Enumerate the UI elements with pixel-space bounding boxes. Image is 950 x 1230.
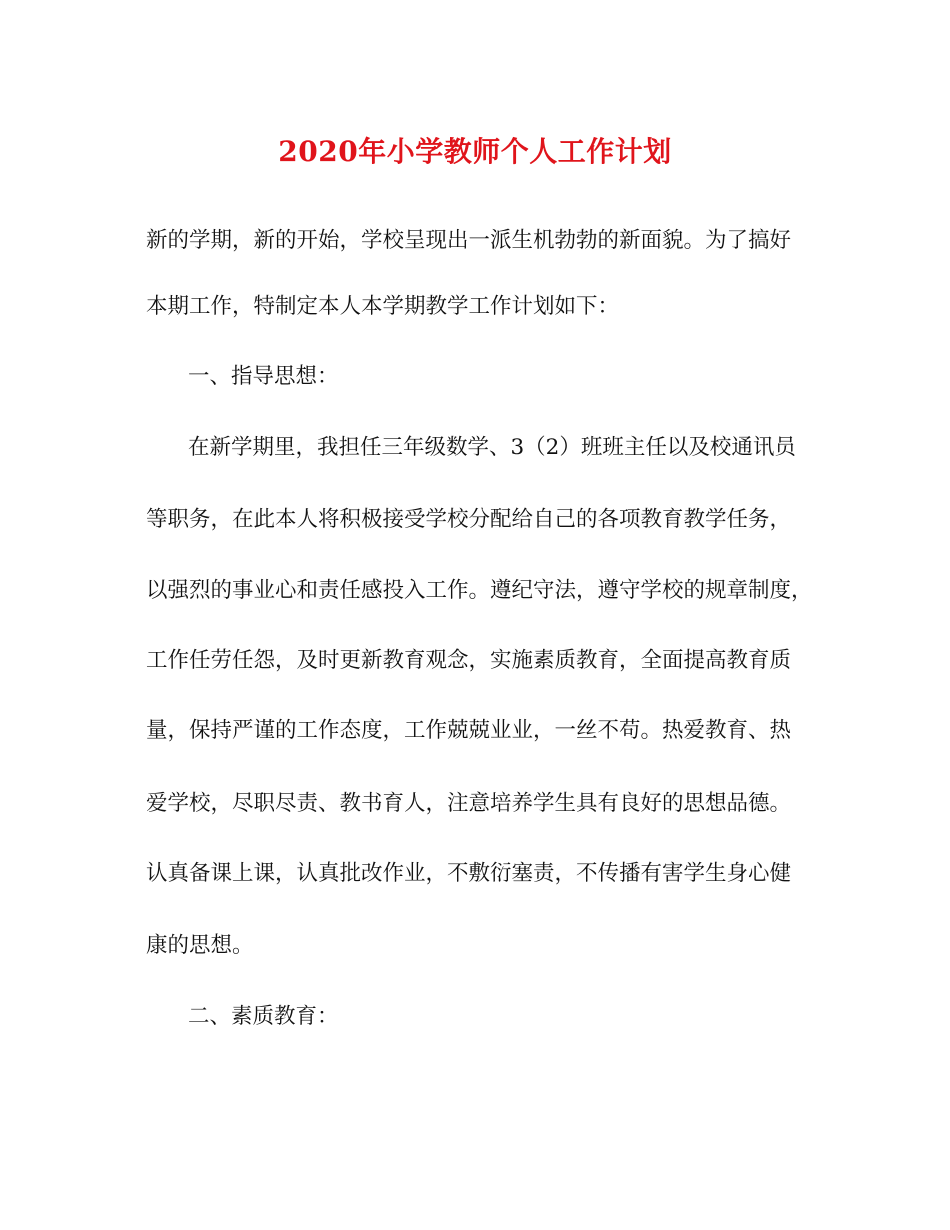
paragraph-line: 在新学期里，我担任三年级数学、3（2）班班主任以及校通讯员	[188, 435, 796, 460]
paragraph-line: 本期工作，特制定本人本学期教学工作计划如下：	[146, 294, 620, 319]
section-heading-quality-education: 二、素质教育：	[188, 1004, 339, 1029]
section-heading-guiding-thought: 一、指导思想：	[188, 364, 339, 389]
paragraph-line: 康的思想。	[146, 933, 254, 958]
paragraph-line: 新的学期，新的开始，学校呈现出一派生机勃勃的新面貌。为了搞好	[146, 228, 792, 253]
document-title: 2020年小学教师个人工作计划	[278, 135, 672, 168]
paragraph-line: 量，保持严谨的工作态度，工作兢兢业业，一丝不苟。热爱教育、热	[146, 718, 792, 743]
paragraph-line: 等职务，在此本人将积极接受学校分配给自己的各项教育教学任务，	[146, 507, 792, 532]
paragraph-line: 工作任劳任怨，及时更新教育观念，实施素质教育，全面提高教育质	[146, 648, 792, 673]
paragraph-line: 以强烈的事业心和责任感投入工作。遵纪守法，遵守学校的规章制度，	[146, 578, 813, 603]
paragraph-line: 认真备课上课，认真批改作业，不敷衍塞责，不传播有害学生身心健	[146, 861, 792, 886]
paragraph-line: 爱学校，尽职尽责、教书育人，注意培养学生具有良好的思想品德。	[146, 791, 792, 816]
